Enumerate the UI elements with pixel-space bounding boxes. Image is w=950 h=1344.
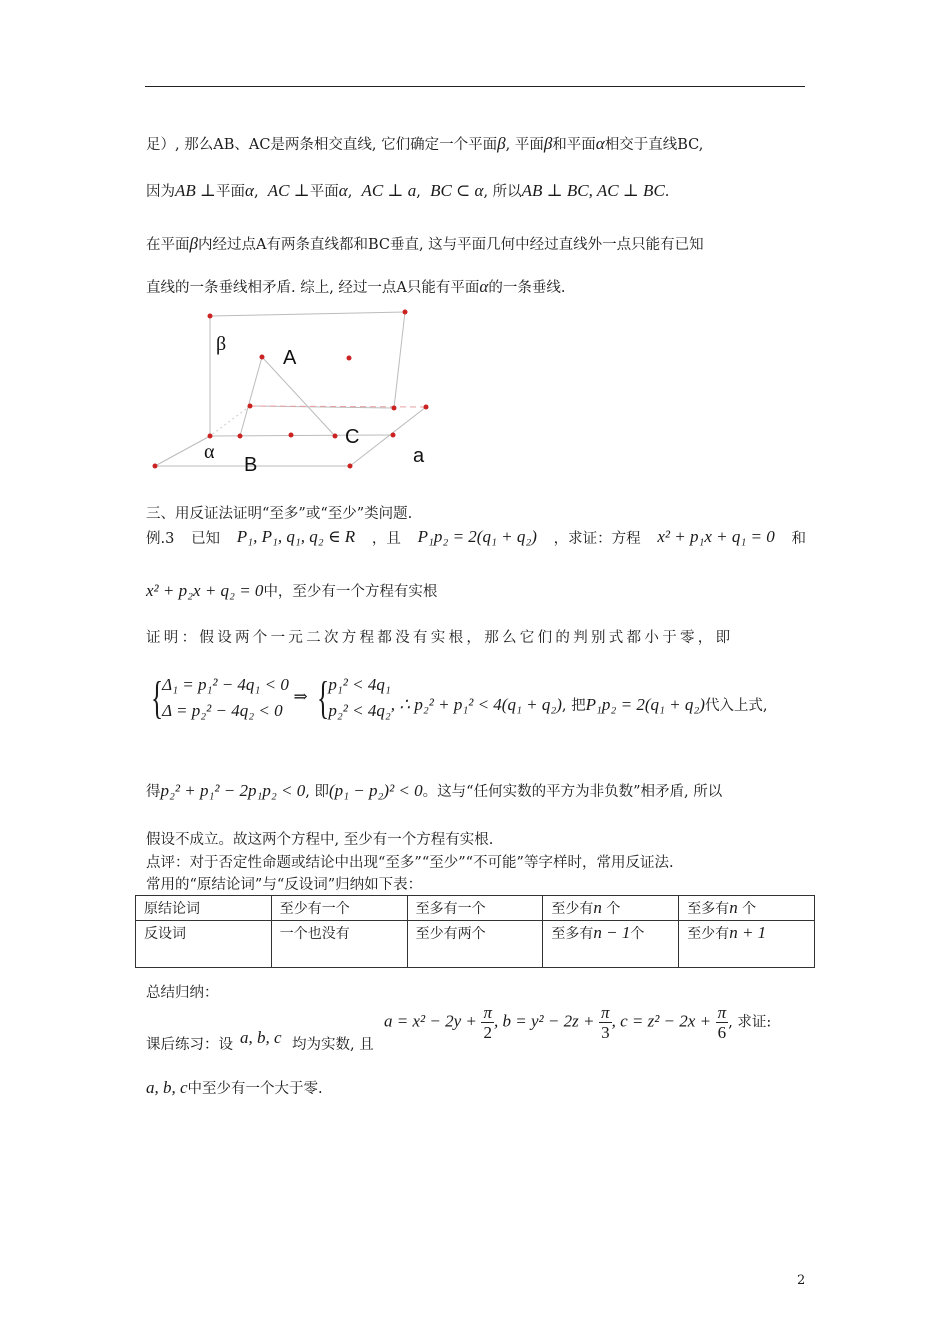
text: 课后练习：设 xyxy=(146,1037,233,1053)
point xyxy=(348,464,353,469)
table-cell xyxy=(679,921,815,968)
point xyxy=(153,464,158,469)
math: , c = z² − 2x + xyxy=(611,1011,712,1031)
label-b: B xyxy=(244,454,258,476)
point xyxy=(208,434,213,439)
table-cell: 一个也没有 xyxy=(271,921,407,968)
paragraph-line-3 xyxy=(146,233,704,254)
segment-ab xyxy=(240,357,262,436)
math: p₂² + p₁² − 2p₁p₂ < 0 xyxy=(160,781,306,800)
point xyxy=(424,405,429,410)
math: n xyxy=(729,898,738,917)
math: n xyxy=(593,898,602,917)
math-alpha: α xyxy=(245,181,254,200)
text: , xyxy=(416,184,421,200)
table-cell xyxy=(543,921,679,968)
system-right xyxy=(328,672,390,724)
math: p₁² < 4q₁ xyxy=(328,675,391,694)
line-bc xyxy=(210,435,393,436)
table-row xyxy=(136,921,815,968)
implies-icon: ⇒ xyxy=(293,687,308,706)
text: , 平面 xyxy=(505,137,544,153)
math: AC ⊥ xyxy=(267,181,310,200)
table-cell: 至少有两个 xyxy=(407,921,543,968)
text: 内经过点A有两条直线都和BC垂直, 这与平面几何中经过直线外一点只能有已知 xyxy=(197,237,704,253)
text: , 把 xyxy=(561,698,586,714)
text: 中，至少有一个方程有实根 xyxy=(263,584,438,600)
text: , xyxy=(253,184,259,200)
plane-beta-top-edge xyxy=(210,312,405,316)
math: P₁p₂ = 2(q₁ + q₂) xyxy=(585,695,705,714)
table-cell: 至多有一个 xyxy=(407,896,543,921)
text: , xyxy=(347,184,353,200)
math: P₁p₂ = 2(q₁ + q₂) xyxy=(417,527,537,546)
math: , ∴ p₂² + p₁² < 4(q₁ + q₂) xyxy=(390,695,562,714)
text: 的一条垂线. xyxy=(488,280,566,296)
point-c xyxy=(333,434,338,439)
comment-2: 常用的“原结论词”与“反设词”归纳如下表： xyxy=(146,877,423,893)
paragraph-line-2 xyxy=(146,180,669,201)
label-alpha: α xyxy=(204,441,215,463)
exercise-equations xyxy=(384,1003,771,1042)
label-c: C xyxy=(345,426,360,448)
page-number: 2 xyxy=(797,1273,806,1288)
text: 在平面 xyxy=(146,237,190,253)
math-alpha: α xyxy=(595,134,605,153)
label-beta: β xyxy=(216,333,227,355)
text: 中至少有一个大于零. xyxy=(187,1081,323,1097)
text: 直线的一条垂线相矛盾. 综上, 经过一点A只能有平面 xyxy=(146,280,480,296)
text: 相交于直线BC, xyxy=(604,137,704,153)
math: n + 1 xyxy=(729,923,767,942)
example-line-2 xyxy=(146,580,437,601)
math-beta: β xyxy=(543,134,553,153)
text: 个 xyxy=(742,901,757,917)
table-cell xyxy=(679,896,815,921)
text: 均为实数, 且 xyxy=(292,1037,374,1053)
math-alpha: α xyxy=(338,181,348,200)
plane-alpha-left-edge xyxy=(155,436,210,466)
text: , 即 xyxy=(305,784,329,800)
math: AB ⊥ BC, AC ⊥ BC xyxy=(521,181,665,200)
math: a, b, c xyxy=(146,1078,188,1097)
text: 。这与“任何实数的平方为非负数”相矛盾, 所以 xyxy=(422,784,723,800)
math: (p₁ − p₂)² < 0 xyxy=(328,781,423,800)
header-rule xyxy=(145,86,805,87)
text: 和平面 xyxy=(552,137,596,153)
summary-table xyxy=(135,895,815,968)
result-line xyxy=(146,780,722,801)
point xyxy=(403,310,408,315)
fraction: $\frac{\pi}{3}$ xyxy=(601,1003,610,1042)
segment-ac xyxy=(262,357,335,436)
point xyxy=(248,404,253,409)
math: a = x² − 2y + xyxy=(384,1011,477,1031)
math: x² + p₂x + q₂ = 0 xyxy=(146,581,264,600)
point xyxy=(392,406,397,411)
table-cell: 原结论词 xyxy=(136,896,272,921)
math-beta: β xyxy=(497,134,506,153)
text: 至少有 xyxy=(551,901,594,917)
exercise-line-2 xyxy=(146,1077,323,1098)
section-heading: 三、用反证法证明“至多”或“至少”类问题. xyxy=(146,506,413,522)
text: 至少有 xyxy=(687,926,730,942)
text: ，且 xyxy=(371,531,401,547)
brace-icon: { xyxy=(317,672,330,723)
math: a, b, c xyxy=(240,1028,282,1047)
fraction: $\frac{\pi}{2}$ xyxy=(483,1003,492,1042)
point xyxy=(391,433,396,438)
text: 个 xyxy=(630,926,645,942)
text: , 求证: xyxy=(728,1014,772,1031)
math-alpha: α xyxy=(479,277,489,296)
text: 个 xyxy=(606,901,621,917)
inequality-system xyxy=(146,672,768,724)
point-b xyxy=(238,434,243,439)
system-left xyxy=(162,672,289,724)
text: 至多有 xyxy=(687,901,730,917)
paragraph-line-1 xyxy=(146,133,703,154)
math: p₂² < 4q₂ xyxy=(328,701,391,720)
text: 和 xyxy=(791,531,806,547)
math: x² + p₁x + q₁ = 0 xyxy=(657,527,775,546)
text: , 所以 xyxy=(483,184,522,200)
label-line-a: a xyxy=(413,445,425,467)
point xyxy=(289,433,294,438)
math: AB ⊥ xyxy=(175,181,217,200)
text: 至多有 xyxy=(551,926,594,942)
math: BC ⊂ α xyxy=(430,181,484,200)
brace-icon: { xyxy=(150,672,164,723)
table-cell xyxy=(543,896,679,921)
math: P₁, P₁, q₁, q₂ ∈ R xyxy=(236,527,356,546)
text: 因为 xyxy=(146,184,175,200)
label-a: A xyxy=(283,347,297,369)
text: 足）, 那么AB、AC是两条相交直线, 它们确定一个平面 xyxy=(146,137,498,153)
exercise-line xyxy=(146,1003,806,1059)
example-label: 例.3 xyxy=(146,531,175,547)
point-a xyxy=(260,355,265,360)
example-line xyxy=(146,527,806,548)
point xyxy=(208,314,213,319)
text: 已知 xyxy=(191,531,221,547)
summary-heading: 总结归纳： xyxy=(146,985,219,1001)
conclusion: 假设不成立。故这两个方程中, 至少有一个方程有实根. xyxy=(146,832,494,848)
fraction: $\frac{\pi}{6}$ xyxy=(717,1003,727,1042)
paragraph-line-4 xyxy=(146,276,565,297)
math: , b = y² − 2z + xyxy=(494,1011,595,1031)
point xyxy=(347,356,352,361)
table-row xyxy=(136,896,815,921)
math: AC ⊥ a xyxy=(361,181,417,200)
text: . xyxy=(664,184,670,200)
geometry-figure xyxy=(140,300,450,480)
table-cell: 反设词 xyxy=(136,921,272,968)
table-cell: 至少有一个 xyxy=(271,896,407,921)
text: 代入上式, xyxy=(704,698,768,714)
proof-intro: 证明：假设两个一元二次方程都没有实根，那么它们的判别式都小于零，即 xyxy=(146,630,734,646)
math: Δ₁ = p₁² − 4q₁ < 0 xyxy=(162,675,289,694)
text: 平面 xyxy=(309,184,339,200)
comment-1: 点评：对于否定性命题或结论中出现“至多”“至少”“不可能”等字样时，常用反证法. xyxy=(146,855,674,871)
math: Δ = p₂² − 4q₂ < 0 xyxy=(162,701,283,720)
text: 平面 xyxy=(216,184,246,200)
math-beta: β xyxy=(189,234,198,253)
text: ，求证：方程 xyxy=(553,531,641,547)
plane-beta-right-edge xyxy=(394,312,405,408)
text: 得 xyxy=(146,784,161,800)
math: n − 1 xyxy=(593,923,631,942)
